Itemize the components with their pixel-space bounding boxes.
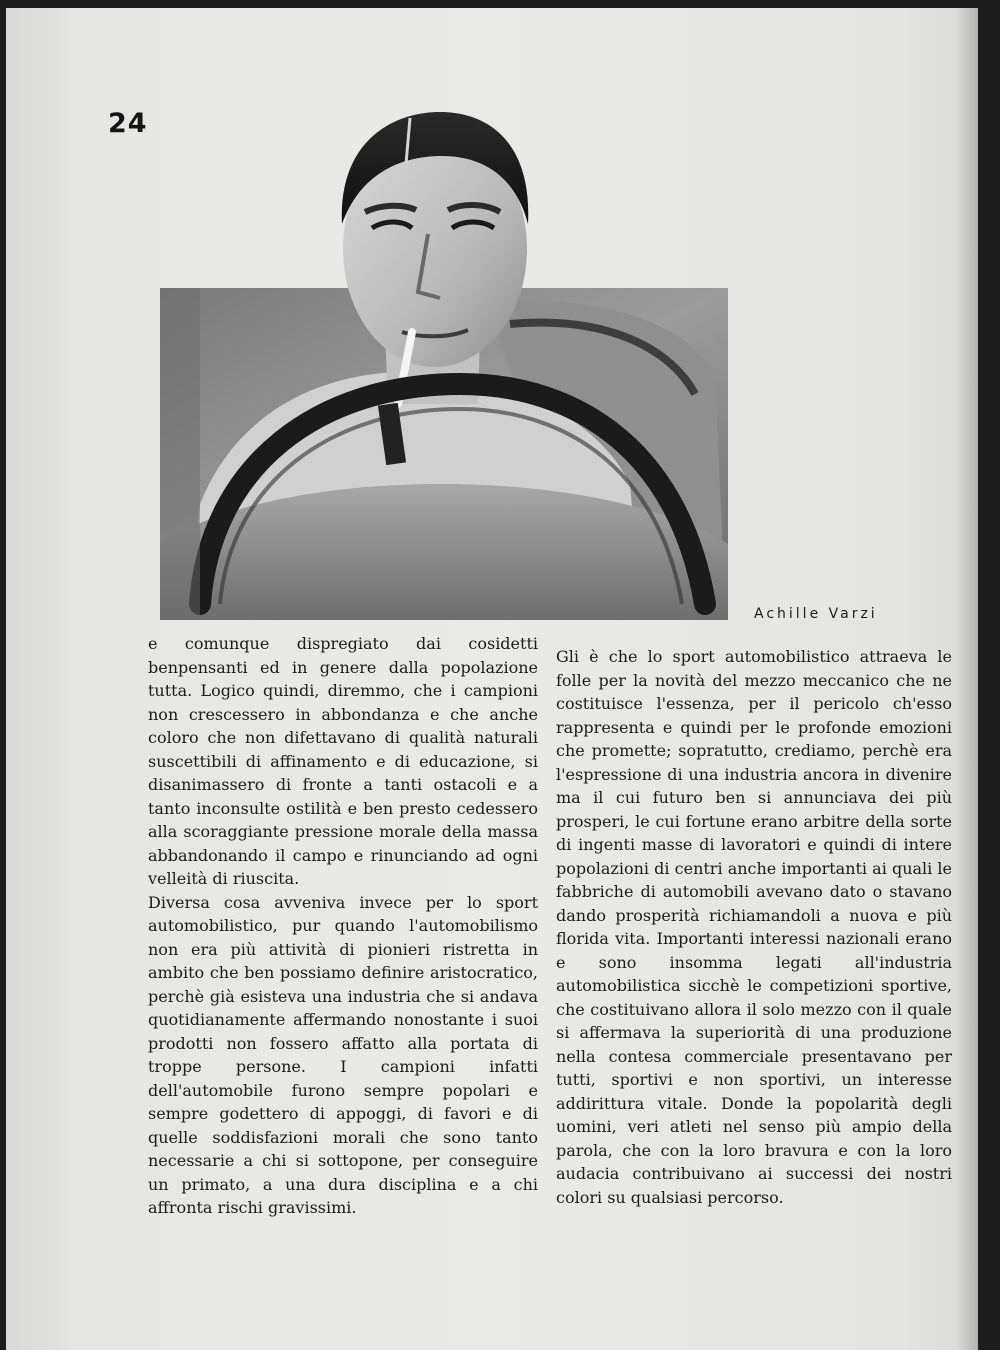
left-text-column <box>148 632 538 1220</box>
photo-illustration <box>160 104 730 620</box>
right-text-column <box>556 645 952 1209</box>
driver-photograph <box>160 104 730 620</box>
book-page <box>6 8 978 1350</box>
photo-caption: Achille Varzi <box>754 606 878 622</box>
left-paragraph-1: e comunque dispregiato dai cosidetti benpensanti ed in genere dalla popolazione tutta. Logico quindi, diremmo, che i campioni non crescessero in abbondanza e che anche coloro che non difettavano di qualità naturali suscettibili di affinamento e di educazione, si disanimassero di fronte a tanti ostacoli e a tanto inconsulte ostilità e ben presto cedessero alla scoraggiante pressione morale della massa abbandonando il campo e rinunciando ad ogni velleità di riuscita. <box>148 634 538 888</box>
page-edge-shadow <box>956 8 978 1350</box>
page-number: 24 <box>108 108 148 139</box>
right-paragraph-1: Gli è che lo sport automobilistico attraeva le folle per la novità del mezzo meccanico che ne costituisce l'essenza, per il pericolo ch'esso rappresenta e quindi per le profonde emozioni che promette; sopratutto, crediamo, perchè era l'espressione di una industria ancora in divenire ma il cui futuro ben si annunciava dei più prosperi, le cui fortune erano arbitre della sorte di ingenti masse di lavoratori e quindi di intere popolazioni di centri anche importanti ai quali le fabbriche di automobili avevano dato o stavano dando prosperità richiamandoli a nuova e più florida vita. Importanti interessi nazionali erano e sono insomma legati all'industria automobilistica sicchè le competizioni sportive, che costituivano allora il solo mezzo con il quale si affermava la superiorità di una produzione nella contesa commerciale presentavano per tutti, sportivi e non sportivi, un interesse addirittura vitale. Donde la popolarità degli uomini, veri atleti nel senso più ampio della parola, che con la loro bravura e con la loro audacia contribuivano ai successi dei nostri colori su qualsiasi percorso. <box>556 647 952 1207</box>
left-paragraph-2: Diversa cosa avveniva invece per lo sport automobilistico, pur quando l'automobilismo non era più attività di pionieri ristretta in ambito che ben possiamo definire aristocratico, perchè già esisteva una industria che si andava quotidianamente affermando nonostante i suoi prodotti non fossero affatto alla portata di troppe persone. I campioni infatti dell'automobile furono sempre popolari e sempre godettero di appoggi, di favori e di quelle soddisfazioni morali che sono tanto necessarie a chi si sottopone, per conseguire un primato, a una dura disciplina e a chi affronta rischi gravissimi. <box>148 892 538 1217</box>
